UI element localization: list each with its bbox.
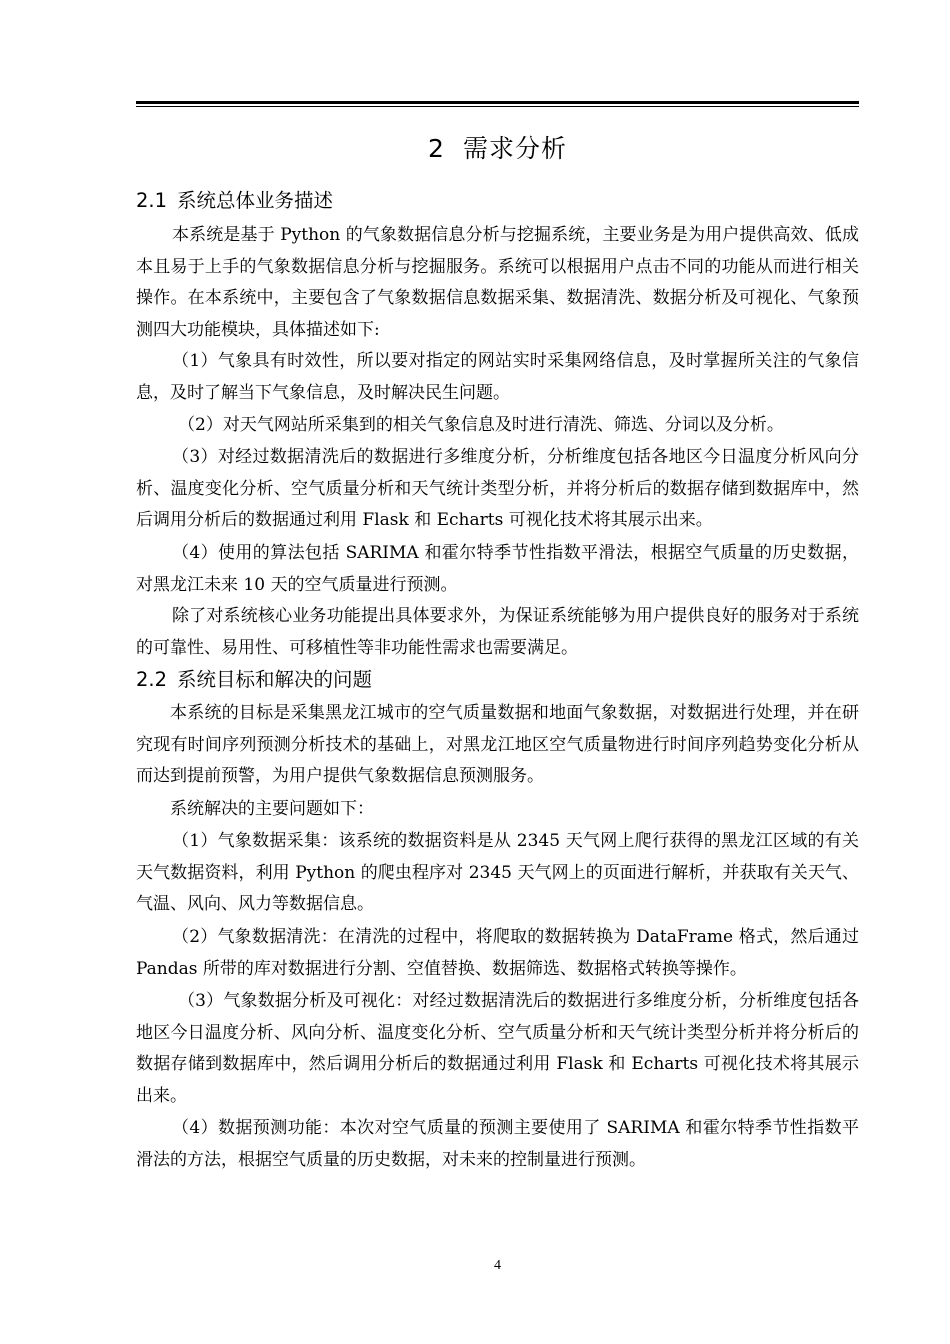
paragraph: 本系统的目标是采集黑龙江城市的空气质量数据和地面气象数据，对数据进行处理，并在研究现有时间序列预测分析技术的基础上，对黑龙江地区空气质量物进行时间序列趋势变化分析从而达到提前预警，为用户提供气象数据信息预测服务。	[136, 703, 859, 786]
paragraph: 系统解决的主要问题如下：	[170, 799, 374, 819]
paragraph: 除了对系统核心业务功能提出具体要求外，为保证系统能够为用户提供良好的服务对于系统的可靠性、易用性、可移植性等非功能性需求也需要满足。	[136, 606, 859, 658]
page-number: 4	[494, 1258, 501, 1273]
section-heading-2-1	[136, 187, 859, 215]
header-rule-thick	[136, 101, 859, 104]
section-heading-2-2	[136, 666, 859, 694]
chapter-title-text: 需求分析	[462, 134, 567, 163]
list-item: （3）对经过数据清洗后的数据进行多维度分析，分析维度包括各地区今日温度分析风向分析、温度变化分析、空气质量分析和天气统计类型分析，并将分析后的数据存储到数据库中，然后调用分析后的数据通过利用 Flask 和 Echarts 可视化技术将其展示出来。	[136, 447, 859, 530]
list-item: （1）气象数据采集：该系统的数据资料是从 2345 天气网上爬行获得的黑龙江区域的有关天气数据资料，利用 Python 的爬虫程序对 2345 天气网上的页面进行解析，并获取有关天气、气温、风向、风力等数据信息。	[136, 831, 859, 914]
paragraph: 本系统是基于 Python 的气象数据信息分析与挖掘系统，主要业务是为用户提供高效、低成本且易于上手的气象数据信息分析与挖掘服务。系统可以根据用户点击不同的功能从而进行相关操作。在本系统中，主要包含了气象数据信息数据采集、数据清洗、数据分析及可视化、气象预测四大功能模块，具体描述如下:	[136, 225, 859, 340]
list-item: （2）对天气网站所采集到的相关气象信息及时进行清洗、筛选、分词以及分析。	[178, 415, 784, 435]
section-title-text: 系统总体业务描述	[177, 189, 334, 212]
chapter-number: 2	[428, 134, 445, 163]
list-item: （4）数据预测功能：本次对空气质量的预测主要使用了 SARIMA 和霍尔特季节性指数平滑法的方法，根据空气质量的历史数据，对未来的控制量进行预测。	[136, 1118, 859, 1170]
list-item: （2）气象数据清洗：在清洗的过程中，将爬取的数据转换为 DataFrame 格式，然后通过 Pandas 所带的库对数据进行分割、空值替换、数据筛选、数据格式转换等操作。	[136, 927, 859, 979]
chapter-title	[136, 130, 859, 168]
list-item: （3）气象数据分析及可视化：对经过数据清洗后的数据进行多维度分析，分析维度包括各地区今日温度分析、风向分析、温度变化分析、空气质量分析和天气统计类型分析并将分析后的数据存储到数据库中，然后调用分析后的数据通过利用 Flask 和 Echarts 可视化技术将其展示出来。	[136, 991, 859, 1106]
section-title-text: 系统目标和解决的问题	[177, 668, 373, 691]
section-number: 2.2	[136, 668, 168, 691]
section-number: 2.1	[136, 189, 168, 212]
list-item: （4）使用的算法包括 SARIMA 和霍尔特季节性指数平滑法，根据空气质量的历史数据，对黑龙江未来 10 天的空气质量进行预测。	[136, 543, 859, 595]
header-rule-thin	[136, 106, 859, 107]
list-item: （1）气象具有时效性，所以要对指定的网站实时采集网络信息，及时掌握所关注的气象信息，及时了解当下气象信息，及时解决民生问题。	[136, 351, 859, 403]
